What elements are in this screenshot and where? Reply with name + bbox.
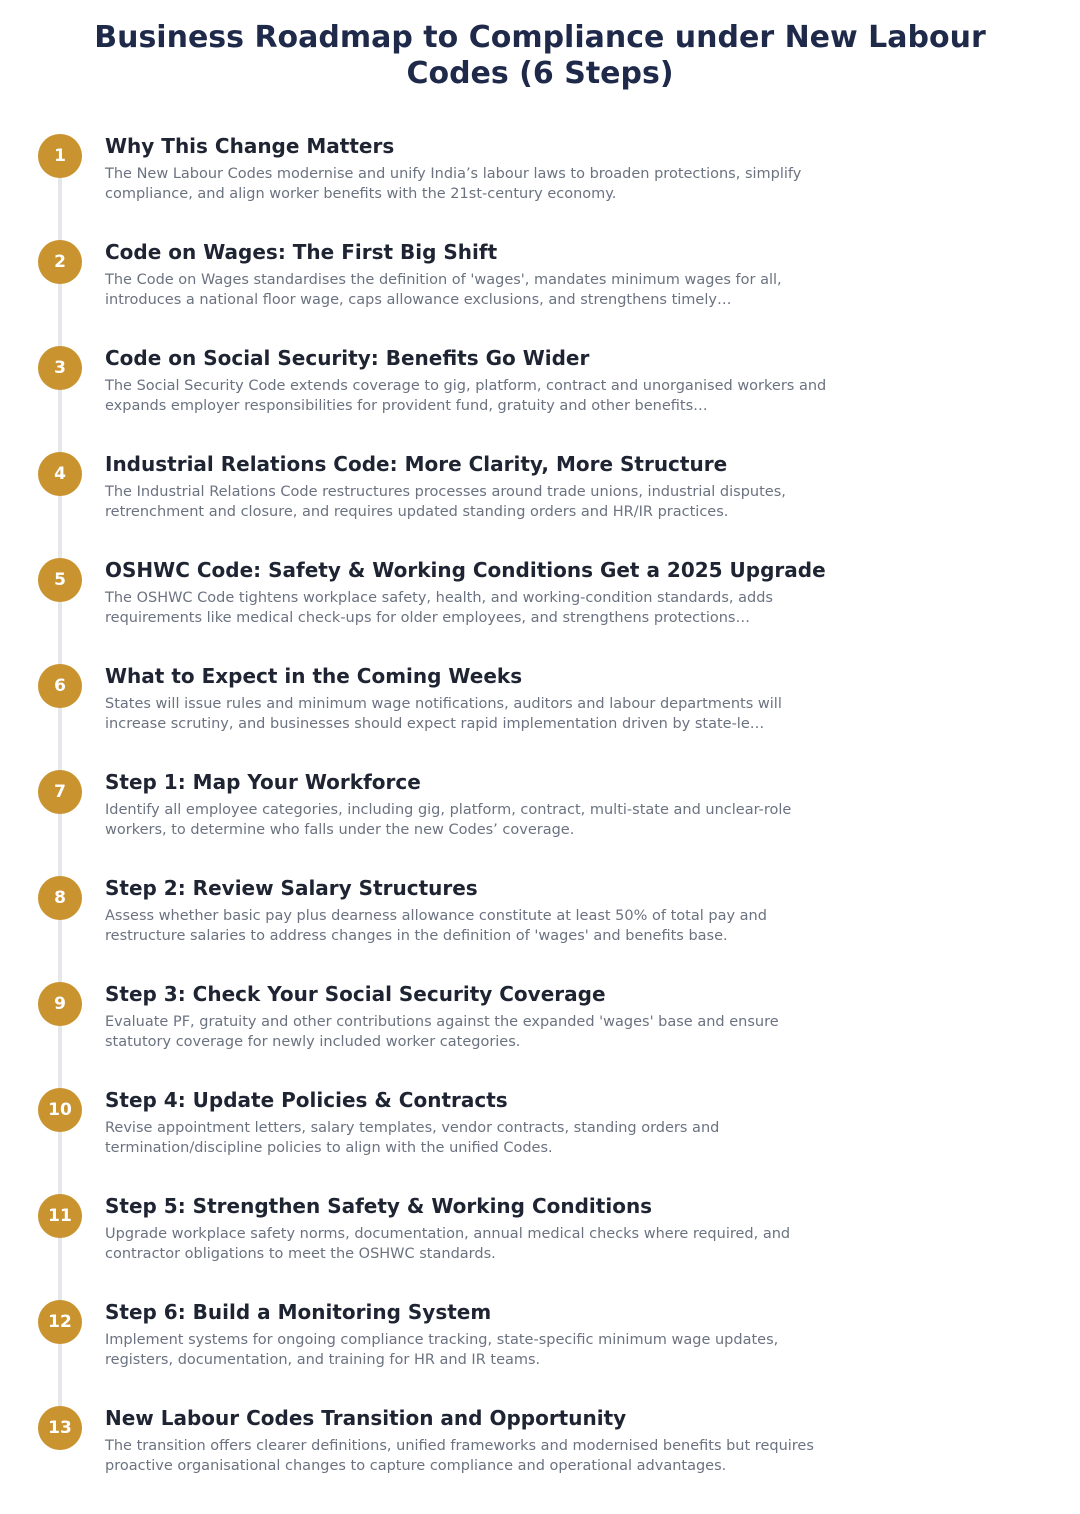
step-title: Step 2: Review Salary Structures [105, 876, 478, 900]
step-description: Implement systems for ongoing compliance tracking, state-specific minimum wage updates, registers, documentation, and training for HR and IR teams. [105, 1332, 779, 1368]
step-number-badge: 1 [38, 134, 82, 178]
step-number-badge: 5 [38, 558, 82, 602]
timeline-step [0, 1300, 1080, 1406]
timeline-step [0, 876, 1080, 982]
step-title: What to Expect in the Coming Weeks [105, 664, 523, 688]
step-number-badge: 9 [38, 982, 82, 1026]
step-description: The OSHWC Code tightens workplace safety, health, and working-condition standards, adds requirements like medical check-ups for older employees, and strengthens protections… [105, 590, 773, 626]
step-title: Code on Social Security: Benefits Go Wider [105, 346, 590, 370]
step-description: The New Labour Codes modernise and unify India’s labour laws to broaden protections, simplify compliance, and align worker benefits with the 21st-century economy. [105, 166, 802, 202]
timeline-step [0, 664, 1080, 770]
step-title: Industrial Relations Code: More Clarity, More Structure [105, 452, 728, 476]
timeline-step [0, 240, 1080, 346]
timeline-step [0, 452, 1080, 558]
step-description: Upgrade workplace safety norms, documentation, annual medical checks where required, and contractor obligations to meet the OSHWC standards. [105, 1226, 791, 1262]
timeline-step [0, 346, 1080, 452]
step-description: The transition offers clearer definitions, unified frameworks and modernised benefits but requires proactive organisational changes to capture compliance and operational advantages. [105, 1438, 814, 1474]
step-title: Step 5: Strengthen Safety & Working Conditions [105, 1194, 653, 1218]
step-number-badge: 6 [38, 664, 82, 708]
step-title: Step 3: Check Your Social Security Coverage [105, 982, 606, 1006]
step-number-badge: 3 [38, 346, 82, 390]
timeline-step [0, 134, 1080, 240]
step-title: Code on Wages: The First Big Shift [105, 240, 498, 264]
step-number-badge: 4 [38, 452, 82, 496]
step-description: States will issue rules and minimum wage notifications, auditors and labour departments will increase scrutiny, and businesses should expect rapid implementation driven by state-le… [105, 696, 782, 732]
step-number-badge: 11 [38, 1194, 82, 1238]
timeline-step [0, 770, 1080, 876]
step-title: Step 1: Map Your Workforce [105, 770, 421, 794]
step-description: Evaluate PF, gratuity and other contributions against the expanded 'wages' base and ensure statutory coverage for newly included worker categories. [105, 1014, 779, 1050]
step-title: Why This Change Matters [105, 134, 395, 158]
timeline-step [0, 558, 1080, 664]
step-description: Assess whether basic pay plus dearness allowance constitute at least 50% of total pay and restructure salaries to address changes in the definition of 'wages' and benefits base. [105, 908, 767, 944]
step-number-badge: 2 [38, 240, 82, 284]
step-description: Identify all employee categories, including gig, platform, contract, multi-state and unclear-role workers, to determine who falls under the new Codes’ coverage. [105, 802, 792, 838]
step-number-badge: 10 [38, 1088, 82, 1132]
timeline-step [0, 982, 1080, 1088]
step-number-badge: 13 [38, 1406, 82, 1450]
timeline-step [0, 1406, 1080, 1512]
step-title: Step 6: Build a Monitoring System [105, 1300, 492, 1324]
step-title: Step 4: Update Policies & Contracts [105, 1088, 508, 1112]
timeline-step [0, 1088, 1080, 1194]
step-number-badge: 7 [38, 770, 82, 814]
step-description: Revise appointment letters, salary templates, vendor contracts, standing orders and termination/discipline policies to align with the unified Codes. [105, 1120, 720, 1156]
step-number-badge: 8 [38, 876, 82, 920]
step-description: The Social Security Code extends coverage to gig, platform, contract and unorganised workers and expands employer responsibilities for provident fund, gratuity and other benefits… [105, 378, 827, 414]
step-number-badge: 12 [38, 1300, 82, 1344]
step-description: The Industrial Relations Code restructures processes around trade unions, industrial disputes, retrenchment and closure, and requires updated standing orders and HR/IR practices. [105, 484, 786, 520]
timeline-step [0, 1194, 1080, 1300]
step-description: The Code on Wages standardises the definition of 'wages', mandates minimum wages for all, introduces a national floor wage, caps allowance exclusions, and strengthens timely… [105, 272, 782, 308]
page-title: Business Roadmap to Compliance under New Labour Codes (6 Steps) [94, 20, 986, 91]
step-title: OSHWC Code: Safety & Working Conditions Get a 2025 Upgrade [105, 558, 826, 582]
step-title: New Labour Codes Transition and Opportunity [105, 1406, 627, 1430]
